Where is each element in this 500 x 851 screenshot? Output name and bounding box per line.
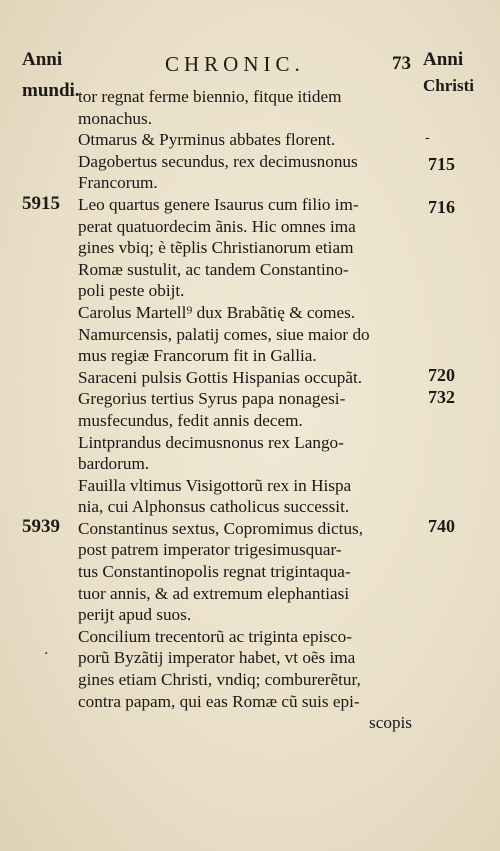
text-line: post patrem imperator trigesimusquar- xyxy=(78,540,342,560)
text-line: gines vbiq; è tẽplis Christianorum etiam xyxy=(78,238,354,258)
text-line: tor regnat ferme biennio, fitque itidem xyxy=(78,87,342,106)
text-line: tuor annis, & ad extremum elephantiasi xyxy=(78,583,350,603)
text-line: nia, cui Alphonsus catholicus successit. xyxy=(78,497,350,517)
margin-year-christi: 720 xyxy=(428,365,455,385)
text-line: perijt apud suos. xyxy=(78,605,192,625)
text-line: Carolus Martell⁹ dux Brabãtię & comes. xyxy=(78,302,356,322)
text-line: Fauilla vltimus Visigottorũ rex in Hispa xyxy=(78,475,352,495)
margin-year-christi: 732 xyxy=(428,387,455,407)
text-line: poli peste obijt. xyxy=(78,281,185,301)
header-anni-right: Anni xyxy=(423,49,464,70)
text-line: porũ Byzãtij imperator habet, vt oẽs ima xyxy=(78,648,356,668)
text-line: monachus. xyxy=(78,108,152,128)
text-line: Saraceni pulsis Gottis Hispanias occupãt. xyxy=(78,367,363,387)
text-line: Constantinus sextus, Copromimus dictus, xyxy=(78,518,364,538)
text-line: Dagobertus secundus, rex decimusnonus xyxy=(78,151,358,171)
chronicle-body xyxy=(78,86,418,734)
text-line: Namurcensis, palatij comes, siue maior do xyxy=(78,324,370,344)
margin-year-christi: 715 xyxy=(428,154,455,174)
text-line: Otmarus & Pyrminus abbates florent. xyxy=(78,130,336,150)
header-mundi: mundi. xyxy=(22,80,80,101)
text-line: contra papam, qui eas Romæ cũ suis epi- xyxy=(78,691,360,711)
header-left-label xyxy=(22,50,80,100)
text-line: Gregorius tertius Syrus papa nonagesi- xyxy=(78,389,346,409)
text-line: mus regiæ Francorum fit in Gallia. xyxy=(78,346,317,366)
text-line: tus Constantinopolis regnat trigintaqua- xyxy=(78,562,351,582)
text-line: Concilium trecentorũ ac triginta episco- xyxy=(78,626,352,646)
text-line: Leo quartus genere Isaurus cum filio im- xyxy=(78,194,359,214)
margin-dash: - xyxy=(425,130,430,146)
text-line: musfecundus, fedit annis decem. xyxy=(78,410,303,430)
text-line: bardorum. xyxy=(78,454,150,474)
text-line: perat quatuordecim ãnis. Hic omnes ima xyxy=(78,216,356,236)
header-right-label xyxy=(423,50,474,94)
text-line: Francorum. xyxy=(78,173,158,193)
margin-year-christi: 740 xyxy=(428,516,455,536)
margin-dot: · xyxy=(44,646,49,662)
text-line: Lintprandus decimusnonus rex Lango- xyxy=(78,432,344,452)
margin-year-christi: 716 xyxy=(428,197,455,217)
running-title: CHRONIC. xyxy=(165,52,305,76)
header-anni-left: Anni xyxy=(22,49,63,70)
page-number: 73 xyxy=(392,53,411,74)
text-line: Romæ sustulit, ac tandem Constantino- xyxy=(78,259,349,279)
header-christi: Christi xyxy=(423,76,474,95)
margin-year-mundi: 5915 xyxy=(22,193,60,214)
margin-year-mundi: 5939 xyxy=(22,516,60,537)
catchword: scopis xyxy=(369,713,412,733)
text-line: gines etiam Christi, vndiq; comburerẽtur, xyxy=(78,670,361,690)
